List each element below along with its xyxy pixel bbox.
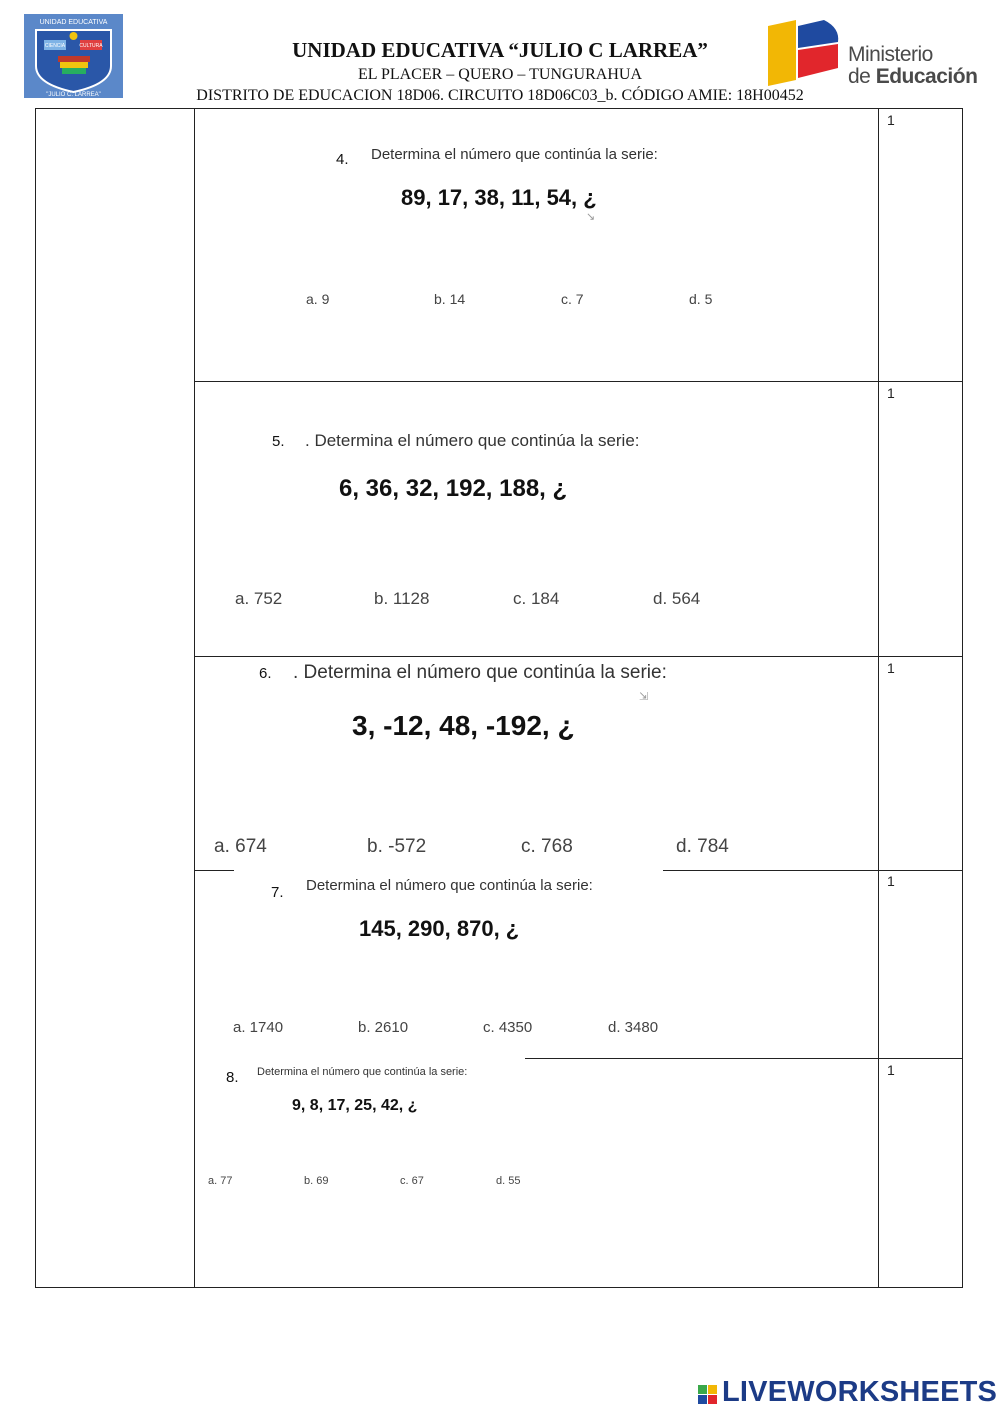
question-prompt: Determina el número que continúa la serie: [371,146,658,163]
question-number: 6. [259,665,272,682]
cursor-icon: ↘ [586,211,596,223]
question-number: 4. [336,151,349,168]
cursor-icon: ⇲ [639,691,649,703]
ministry-line1: Ministerio [848,43,933,66]
school-logo-right-text: CULTURA [79,43,103,49]
question-number: 8. [226,1069,239,1086]
score-q6: 1 [887,660,895,676]
answer-option-c[interactable]: c. 184 [513,589,560,608]
answer-option-b[interactable]: b. 1128 [374,589,430,608]
answer-option-c[interactable]: c. 768 [521,836,573,857]
number-series: 89, 17, 38, 11, 54, ¿ [401,185,597,210]
school-logo-left-text: CIENCIA [44,43,66,49]
answer-option-c[interactable]: c. 67 [400,1175,424,1187]
answer-option-d[interactable]: d. 5 [689,291,713,307]
ministry-logo [848,44,977,88]
answer-option-a[interactable]: a. 1740 [233,1019,284,1036]
answer-option-a[interactable]: a. 752 [235,589,283,608]
answer-option-a[interactable]: a. 674 [214,836,267,857]
number-series: 145, 290, 870, ¿ [359,916,520,941]
question-prompt: Determina el número que continúa la serie: [257,1066,468,1078]
score-q4: 1 [887,112,895,128]
score-q5: 1 [887,385,895,401]
school-logo-top-text: UNIDAD EDUCATIVA [39,19,108,26]
answer-option-b[interactable]: b. 69 [304,1175,329,1187]
questions-table [35,108,963,1288]
answer-option-b[interactable]: b. -572 [367,836,427,857]
answer-option-d[interactable]: d. 3480 [608,1019,659,1036]
liveworksheets-logo-icon [697,1377,719,1411]
row-divider [525,1058,962,1059]
number-series: 9, 8, 17, 25, 42, ¿ [292,1097,418,1114]
liveworksheets-brand: LIVEWORKSHEETS [722,1376,998,1408]
number-series: 6, 36, 32, 192, 188, ¿ [339,475,568,502]
answer-option-d[interactable]: d. 564 [653,589,701,608]
answer-option-a[interactable]: a. 9 [306,291,330,307]
column-divider [878,109,879,1287]
column-divider [194,109,195,1287]
ministry-line2-prefix: de [848,65,876,88]
question-prompt: . Determina el número que continúa la serie: [293,662,667,683]
score-q8: 1 [887,1062,895,1078]
score-q7: 1 [887,873,895,889]
question-prompt: . Determina el número que continúa la serie: [305,431,640,450]
answer-option-c[interactable]: c. 7 [561,291,584,307]
ministry-flag-icon [766,20,844,86]
row-divider [194,381,962,382]
question-number: 7. [271,884,284,901]
row-divider [194,656,962,657]
ministry-line2-bold: Educación [875,65,978,88]
question-number: 5. [272,433,285,450]
school-location: EL PLACER – QUERO – TUNGURAHUA [358,66,642,83]
question-prompt: Determina el número que continúa la serie: [306,877,593,894]
number-series: 3, -12, 48, -192, ¿ [352,710,575,741]
answer-option-c[interactable]: c. 4350 [483,1019,533,1036]
school-logo-bottom-text: "JULIO C. LARREA" [46,92,101,98]
answer-option-d[interactable]: d. 784 [676,836,729,857]
row-divider [663,870,962,871]
row-divider [194,870,234,871]
answer-option-b[interactable]: b. 14 [434,291,466,307]
district-info: DISTRITO DE EDUCACION 18D06. CIRCUITO 18D06C03_b. CÓDIGO AMIE: 18H00452 [196,87,804,104]
answer-option-a[interactable]: a. 77 [208,1175,233,1187]
school-title: UNIDAD EDUCATIVA “JULIO C LARREA” [292,38,708,62]
answer-option-d[interactable]: d. 55 [496,1175,521,1187]
answer-option-b[interactable]: b. 2610 [358,1019,409,1036]
